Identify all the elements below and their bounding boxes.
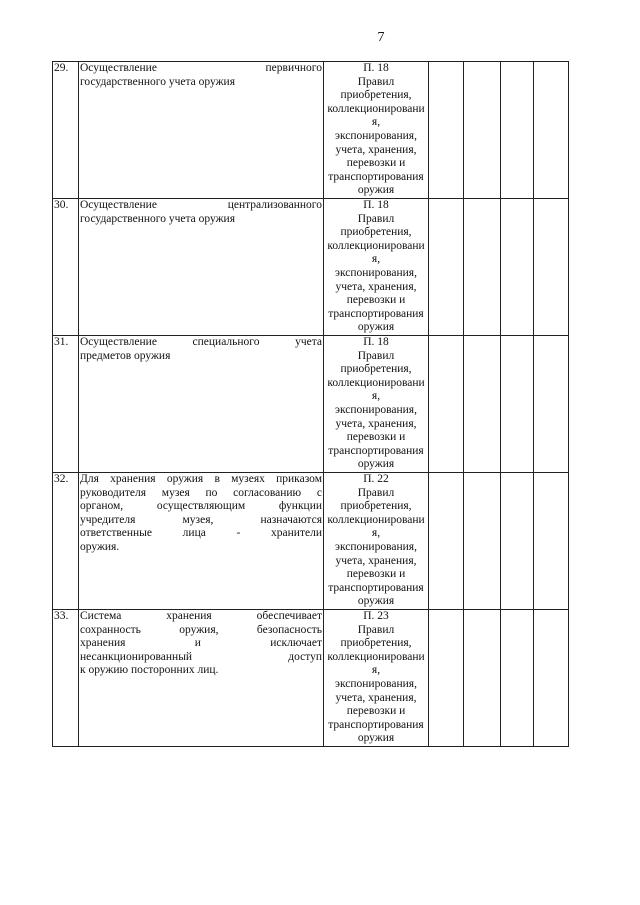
requirement-line: оружия. xyxy=(80,540,120,553)
table-row xyxy=(53,199,569,336)
reference-line: учета, хранения, xyxy=(335,417,417,430)
requirement-line: к оружию посторонних лиц. xyxy=(80,664,219,677)
requirement-line: ответственные лица - хранители xyxy=(80,527,322,540)
reference-line: Правил xyxy=(357,75,395,88)
reference-line: экспонирования, xyxy=(335,403,417,416)
empty-answer-cell-2 xyxy=(464,62,501,199)
requirement-line: государственного учета оружия xyxy=(80,75,235,88)
row-number: 29. xyxy=(53,62,79,199)
reference-line: коллекционировани xyxy=(327,513,425,526)
table-row xyxy=(53,473,569,610)
legal-reference-cell xyxy=(324,473,429,610)
empty-answer-cell-4 xyxy=(534,62,569,199)
empty-answer-cell-1 xyxy=(429,610,464,747)
reference-line: транспортирования xyxy=(328,444,424,457)
row-number: 31. xyxy=(53,336,79,473)
reference-line: Правил xyxy=(357,349,395,362)
reference-line: я, xyxy=(371,253,381,266)
reference-line: оружия xyxy=(357,184,395,197)
empty-answer-cell-1 xyxy=(429,473,464,610)
table-row xyxy=(53,610,569,747)
reference-line: приобретения, xyxy=(340,637,412,650)
requirement-line: сохранность оружия, безопасность xyxy=(80,623,322,636)
reference-line: я, xyxy=(371,116,381,129)
empty-answer-cell-4 xyxy=(534,199,569,336)
table-row xyxy=(53,62,569,199)
reference-line: транспортирования xyxy=(328,307,424,320)
row-number: 30. xyxy=(53,199,79,336)
row-number: 32. xyxy=(53,473,79,610)
requirement-line: Осуществление первичного xyxy=(80,62,322,74)
checklist-table xyxy=(52,61,569,747)
reference-line: коллекционировани xyxy=(327,102,425,115)
reference-line: приобретения, xyxy=(340,500,412,513)
reference-line: приобретения, xyxy=(340,89,412,102)
legal-reference-cell xyxy=(324,336,429,473)
page-number: 7 xyxy=(377,30,385,45)
empty-answer-cell-3 xyxy=(501,473,534,610)
empty-answer-cell-4 xyxy=(534,473,569,610)
reference-line: экспонирования, xyxy=(335,266,417,279)
reference-line: транспортирования xyxy=(328,170,424,183)
reference-line: П. 18 xyxy=(363,62,389,74)
reference-line: перевозки и xyxy=(346,157,406,170)
reference-line: П. 18 xyxy=(363,199,389,211)
reference-line: коллекционировани xyxy=(327,239,425,252)
reference-line: экспонирования, xyxy=(335,677,417,690)
reference-line: П. 23 xyxy=(363,610,389,622)
reference-line: Правил xyxy=(357,486,395,499)
requirement-line: несанкционированный доступ xyxy=(80,650,322,663)
empty-answer-cell-2 xyxy=(464,610,501,747)
reference-line: транспортирования xyxy=(328,581,424,594)
empty-answer-cell-4 xyxy=(534,336,569,473)
reference-line: приобретения, xyxy=(340,363,412,376)
requirement-line: Для хранения оружия в музеях приказом xyxy=(80,473,322,485)
reference-line: П. 22 xyxy=(363,473,389,485)
empty-answer-cell-3 xyxy=(501,62,534,199)
requirement-cell xyxy=(79,199,324,336)
legal-reference-cell xyxy=(324,610,429,747)
empty-answer-cell-3 xyxy=(501,199,534,336)
empty-answer-cell-4 xyxy=(534,610,569,747)
requirement-line: Осуществление централизованного xyxy=(80,199,322,211)
reference-line: перевозки и xyxy=(346,431,406,444)
legal-reference-cell xyxy=(324,199,429,336)
requirement-line: органом, осуществляющим функции xyxy=(80,500,322,513)
reference-line: экспонирования, xyxy=(335,540,417,553)
empty-answer-cell-1 xyxy=(429,336,464,473)
requirement-line: Осуществление специального учета xyxy=(80,336,322,348)
reference-line: учета, хранения, xyxy=(335,143,417,156)
reference-line: перевозки и xyxy=(346,705,406,718)
reference-line: оружия xyxy=(357,458,395,471)
requirement-line: предметов оружия xyxy=(80,349,171,362)
reference-line: П. 18 xyxy=(363,336,389,348)
requirement-line: государственного учета оружия xyxy=(80,212,235,225)
reference-line: коллекционировани xyxy=(327,376,425,389)
empty-answer-cell-1 xyxy=(429,199,464,336)
reference-line: Правил xyxy=(357,212,395,225)
requirement-cell xyxy=(79,62,324,199)
reference-line: оружия xyxy=(357,321,395,334)
reference-line: я, xyxy=(371,664,381,677)
empty-answer-cell-1 xyxy=(429,62,464,199)
reference-line: Правил xyxy=(357,623,395,636)
requirement-line: хранения и исключает xyxy=(80,637,322,650)
requirement-cell xyxy=(79,336,324,473)
requirement-line: учредителя музея, назначаются xyxy=(80,513,322,526)
table-body xyxy=(53,62,569,747)
reference-line: экспонирования, xyxy=(335,129,417,142)
legal-reference-cell xyxy=(324,62,429,199)
requirement-cell xyxy=(79,610,324,747)
reference-line: оружия xyxy=(357,595,395,608)
reference-line: учета, хранения, xyxy=(335,691,417,704)
reference-line: я, xyxy=(371,390,381,403)
empty-answer-cell-2 xyxy=(464,473,501,610)
reference-line: перевозки и xyxy=(346,568,406,581)
reference-line: коллекционировани xyxy=(327,650,425,663)
table-row xyxy=(53,336,569,473)
empty-answer-cell-3 xyxy=(501,610,534,747)
reference-line: перевозки и xyxy=(346,294,406,307)
reference-line: учета, хранения, xyxy=(335,280,417,293)
empty-answer-cell-2 xyxy=(464,199,501,336)
reference-line: оружия xyxy=(357,732,395,745)
empty-answer-cell-2 xyxy=(464,336,501,473)
reference-line: приобретения, xyxy=(340,226,412,239)
reference-line: я, xyxy=(371,527,381,540)
requirement-cell xyxy=(79,473,324,610)
empty-answer-cell-3 xyxy=(501,336,534,473)
requirement-line: руководителя музея по согласованию с xyxy=(80,486,322,499)
reference-line: учета, хранения, xyxy=(335,554,417,567)
row-number: 33. xyxy=(53,610,79,747)
reference-line: транспортирования xyxy=(328,718,424,731)
requirement-line: Система хранения обеспечивает xyxy=(80,610,322,622)
